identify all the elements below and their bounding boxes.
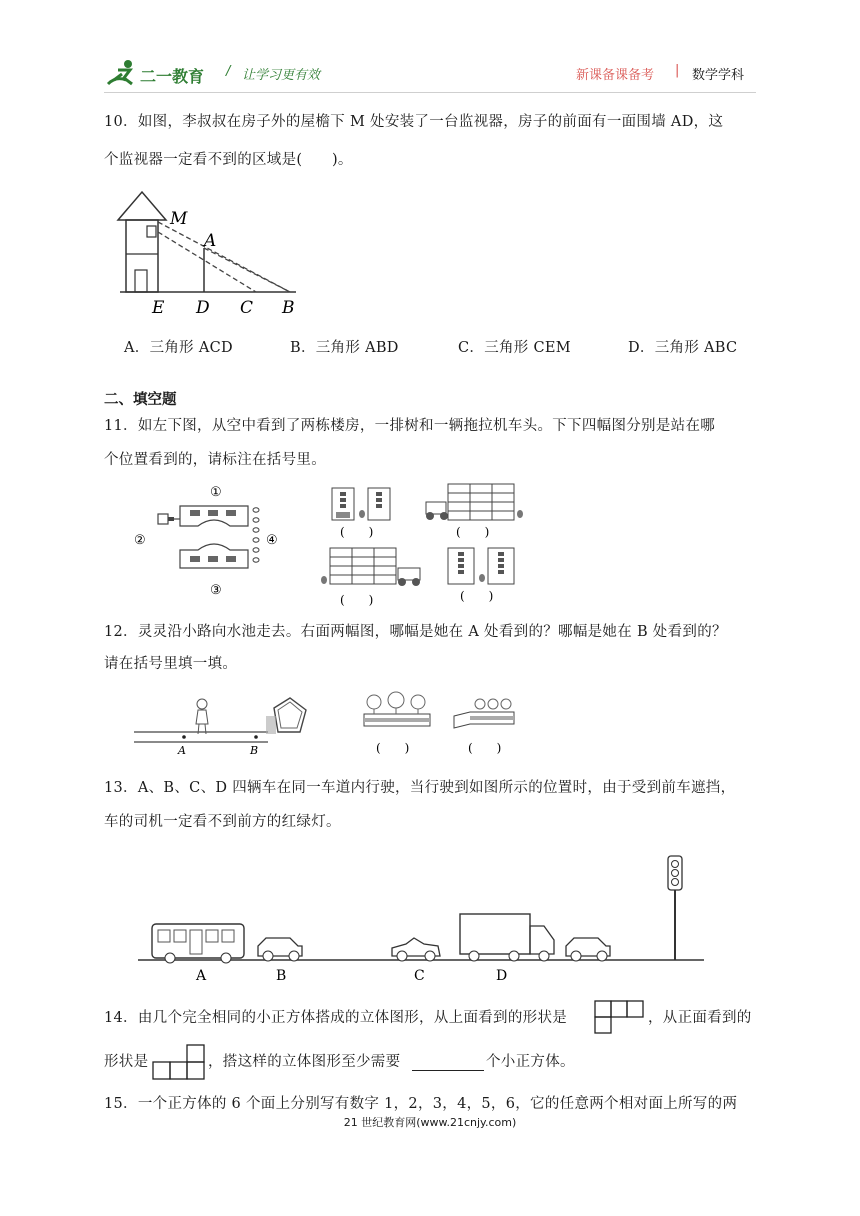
q10-option-b[interactable]: B．三角形 ABD	[290, 340, 399, 356]
label-C: C	[240, 298, 254, 318]
label-E: E	[152, 298, 165, 318]
view2-bracket: ( )	[456, 525, 490, 539]
q11-line2: 个位置看到的，请标注在括号里。	[104, 452, 326, 468]
header-right-left: 新课备课备考	[576, 68, 655, 83]
q12-path-figure	[128, 688, 308, 760]
q12-line2: 请在括号里填一填。	[104, 656, 238, 672]
label-A: A	[204, 231, 217, 251]
view1-bracket: ( )	[340, 525, 374, 539]
q12-label-b: B	[250, 744, 259, 757]
q10-option-a[interactable]: A．三角形 ACD	[124, 340, 233, 356]
page-footer: 21 世纪教育网(www.21cnjy.com)	[343, 1116, 517, 1129]
q10-line1: 10．如图，李叔叔在房子外的屋檐下 M 处安装了一台监视器，房子的前面有一面围墙 AD，这	[104, 114, 724, 130]
q10-option-c[interactable]: C．三角形 CEM	[458, 340, 571, 356]
position-3: ③	[210, 583, 222, 598]
q13-label-a: A	[196, 968, 207, 984]
q13-line2: 车的司机一定看不到前方的红绿灯。	[104, 814, 341, 830]
q12-line1: 12．灵灵沿小路向水池走去。右面两幅图，哪幅是她在 A 处看到的？哪幅是她在 B 处看到的？	[104, 624, 727, 640]
q12-views	[356, 688, 536, 760]
q15-line1: 15．一个正方体的 6 个面上分别写有数字 1，2，3，4，5，6，它的任意两个相对面上所写的两	[104, 1096, 738, 1112]
q14-front-view-shape	[152, 1044, 206, 1080]
q13-label-b: B	[276, 968, 287, 984]
q13-label-c: C	[414, 968, 425, 984]
q13-label-d: D	[496, 968, 508, 984]
position-4: ④	[266, 533, 278, 548]
q13-figure	[134, 852, 714, 984]
header-divider: |	[675, 63, 680, 78]
q12-view1-bracket: ( )	[376, 741, 410, 755]
q12-label-a: A	[178, 744, 186, 757]
q11-line1: 11．如左下图，从空中看到了两栋楼房，一排树和一辆拖拉机车头。下下四幅图分别是站在哪	[104, 418, 716, 434]
q13-line1: 13．A、B、C、D 四辆车在同一车道内行驶，当行驶到如图所示的位置时，由于受到前车遮挡，	[104, 780, 736, 796]
label-M: M	[170, 209, 188, 229]
q11-top-view	[128, 480, 298, 600]
logo-text: 二一教育	[140, 67, 205, 86]
position-1: ①	[210, 485, 222, 500]
header-slogan-slash: /	[226, 64, 231, 79]
q14-answer-blank[interactable]	[412, 1070, 484, 1071]
page-header	[0, 0, 860, 90]
view4-bracket: ( )	[460, 589, 494, 603]
q10-figure	[110, 186, 310, 318]
q11-views	[318, 480, 538, 610]
q10-option-d[interactable]: D．三角形 ABC	[628, 340, 738, 356]
header-right-right: 数学学科	[692, 68, 745, 83]
q14-part5: 个小正方体。	[486, 1054, 575, 1070]
q14-part2: ，从正面看到的	[648, 1010, 752, 1026]
position-2: ②	[134, 533, 146, 548]
view3-bracket: ( )	[340, 593, 374, 607]
logo	[104, 56, 214, 90]
label-D: D	[196, 298, 210, 318]
label-B: B	[282, 298, 295, 318]
q14-top-view-shape	[594, 1000, 646, 1034]
section-title: 二、填空题	[104, 392, 177, 408]
q14-part4: ，搭这样的立体图形至少需要	[208, 1054, 401, 1070]
header-slogan: 让学习更有效	[242, 68, 321, 83]
q12-view2-bracket: ( )	[468, 741, 502, 755]
q14-part1: 14．由几个完全相同的小正方体搭成的立体图形，从上面看到的形状是	[104, 1010, 568, 1026]
header-rule	[104, 92, 756, 93]
q10-line2: 个监视器一定看不到的区域是( )。	[104, 152, 353, 168]
q14-part3: 形状是	[104, 1054, 149, 1070]
